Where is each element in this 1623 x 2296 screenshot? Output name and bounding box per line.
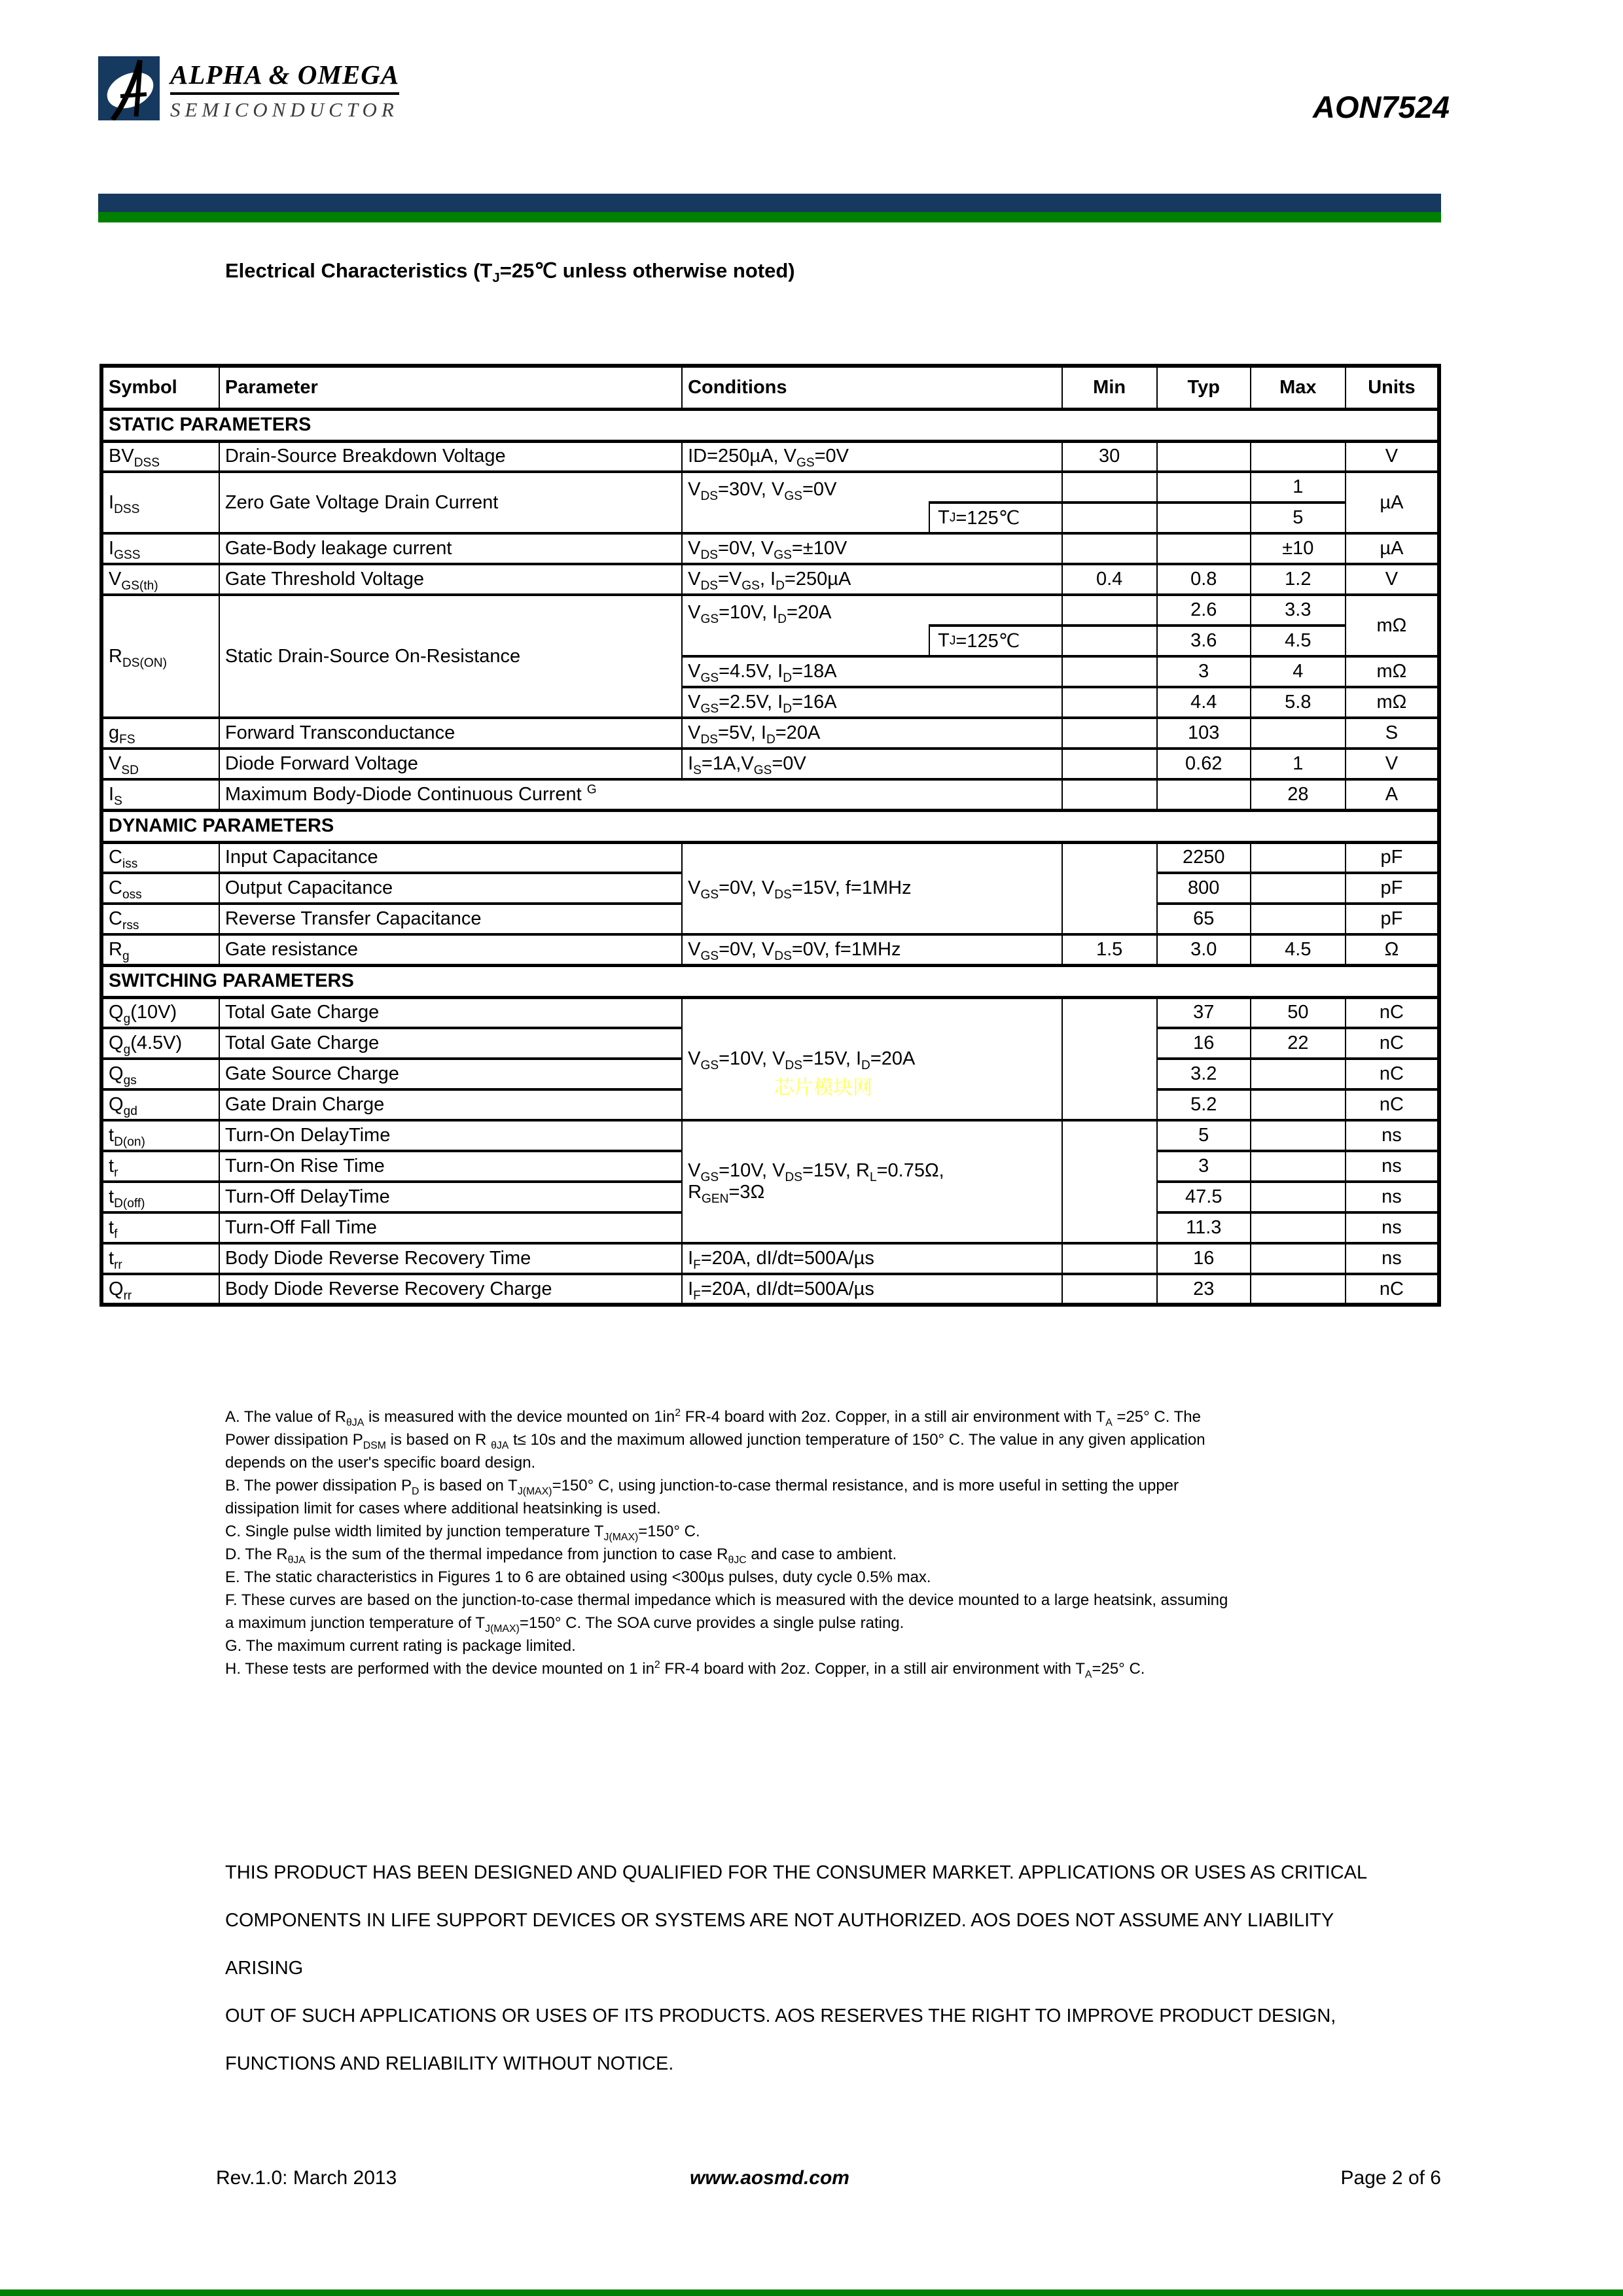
units-cell: S <box>1346 718 1439 749</box>
empty-cell <box>1062 1243 1157 1274</box>
typ-cell: 47.5 <box>1157 1182 1251 1212</box>
footnote-line: depends on the user's specific board design. <box>225 1454 536 1472</box>
max-cell: 3.3 <box>1251 595 1346 626</box>
col-symbol: Symbol <box>101 366 219 409</box>
parameter-cell: Input Capacitance <box>219 842 682 873</box>
row-vgsth <box>101 564 1439 595</box>
typ-cell: 800 <box>1157 873 1251 904</box>
parameter-cell: Forward Transconductance <box>219 718 682 749</box>
empty-cell <box>1062 626 1157 656</box>
empty-cell <box>1062 472 1157 503</box>
empty-cell <box>1251 1212 1346 1243</box>
parameter-cell: Gate Drain Charge <box>219 1089 682 1120</box>
units-cell: Ω <box>1346 934 1439 965</box>
typ-cell: 3.0 <box>1157 934 1251 965</box>
symbol-cell: $C_{rss}$ <box>101 904 219 934</box>
row-is <box>101 779 1439 810</box>
empty-cell <box>1157 779 1251 810</box>
max-cell: ±10 <box>1251 533 1346 564</box>
sub-condition-box: T J =125℃ <box>929 501 1061 532</box>
row-igss <box>101 533 1439 564</box>
conditions-cell: $V_{DS}=V_{GS}$, $I_D=250\mu A$ <box>682 564 1062 595</box>
empty-cell <box>1062 997 1157 1120</box>
empty-cell <box>1251 1243 1346 1274</box>
row-rdson-10v <box>101 595 1439 626</box>
parameter-cell: Turn-Off Fall Time <box>219 1212 682 1243</box>
typ-cell: 0.8 <box>1157 564 1251 595</box>
conditions-cell: $V_{DS}=0V$, $V_{GS}=\pm 10V$ <box>682 533 1062 564</box>
symbol-cell: $Q_{rr}$ <box>101 1274 219 1305</box>
parameter-cell: Turn-On Rise Time <box>219 1151 682 1182</box>
parameter-cell: Reverse Transfer Capacitance <box>219 904 682 934</box>
conditions-text: $V_{GS}=10V$, $V_{DS}=15V$, $I_D=20A$ <box>688 1048 916 1072</box>
symbol-cell: $t_r$ <box>101 1151 219 1182</box>
symbol-cell: $C_{oss}$ <box>101 873 219 904</box>
units-cell: mΩ <box>1346 656 1439 687</box>
parameter-cell: Output Capacitance <box>219 873 682 904</box>
typ-cell: 16 <box>1157 1243 1251 1274</box>
typ-cell: 3.6 <box>1157 626 1251 656</box>
typ-cell: 4.4 <box>1157 687 1251 718</box>
empty-cell <box>1251 904 1346 934</box>
empty-cell <box>1062 503 1157 533</box>
parameter-cell: Gate resistance <box>219 934 682 965</box>
parameter-cell: Maximum Body-Diode Continuous Current $^G$ <box>219 779 1062 810</box>
units-cell: pF <box>1346 873 1439 904</box>
units-cell: ns <box>1346 1212 1439 1243</box>
col-max: Max <box>1251 366 1346 409</box>
typ-cell: 11.3 <box>1157 1212 1251 1243</box>
row-tdon <box>101 1120 1439 1151</box>
disclaimer-line: FUNCTIONS AND RELIABILITY WITHOUT NOTICE. <box>225 2053 674 2074</box>
brand-block <box>170 59 399 122</box>
col-conditions: Conditions <box>682 366 1062 409</box>
conditions-text: $V_{GS}=10V$, $V_{DS}=15V$, $R_L=0.75\Omega$, <box>688 1160 944 1184</box>
page-title: Electrical Characteristics ($T_J=25℃$ unless otherwise noted) <box>225 259 795 286</box>
empty-cell <box>1157 472 1251 503</box>
typ-cell: 65 <box>1157 904 1251 934</box>
symbol-cell: $I_{GSS}$ <box>101 533 219 564</box>
symbol-cell: $R_g$ <box>101 934 219 965</box>
parameter-cell: Gate Source Charge <box>219 1059 682 1089</box>
symbol-cell: $t_{D(off)}$ <box>101 1182 219 1212</box>
units-cell: nC <box>1346 1089 1439 1120</box>
footnote-line: a maximum junction temperature of $T_{J(MAX)}=150^\circ$ C. The SOA curve provides a single pulse rating. <box>225 1614 904 1634</box>
symbol-cell: $Q_{gs}$ <box>101 1059 219 1089</box>
aos-logo-icon <box>98 56 160 120</box>
empty-cell <box>1251 1274 1346 1305</box>
row-gfs <box>101 718 1439 749</box>
empty-cell <box>1062 1274 1157 1305</box>
units-cell: V <box>1346 441 1439 472</box>
page-number: Page 2 of 6 <box>1340 2167 1441 2189</box>
col-min: Min <box>1062 366 1157 409</box>
footnote-line: A. The value of $R_{\theta JA}$ is measured with the device mounted on $1in^2$ FR-4 board with 2oz. Copper, in a still air environment with $T_A =25^\circ$ C. The <box>225 1407 1201 1428</box>
empty-cell <box>1251 1059 1346 1089</box>
units-cell: ns <box>1346 1120 1439 1151</box>
max-cell: 22 <box>1251 1028 1346 1059</box>
section-switching: SWITCHING PARAMETERS <box>101 965 1439 997</box>
empty-cell <box>1251 1120 1346 1151</box>
conditions-cell: ID=250µA, $V_{GS}=0V$ <box>682 441 1062 472</box>
divider-green-band <box>98 212 1441 222</box>
empty-cell <box>1251 441 1346 472</box>
max-cell: 4.5 <box>1251 626 1346 656</box>
empty-cell <box>1251 842 1346 873</box>
row-idss-a <box>101 472 1439 503</box>
electrical-characteristics-table <box>99 364 1441 1307</box>
typ-cell: 5.2 <box>1157 1089 1251 1120</box>
conditions-cell: $V_{GS}=4.5V$, $I_D=18A$ <box>682 656 1062 687</box>
units-cell: A <box>1346 779 1439 810</box>
min-cell: 30 <box>1062 441 1157 472</box>
parameter-cell: Turn-Off DelayTime <box>219 1182 682 1212</box>
symbol-cell: $t_{rr}$ <box>101 1243 219 1274</box>
units-cell: µA <box>1346 533 1439 564</box>
units-cell: pF <box>1346 842 1439 873</box>
conditions-text: $R_{GEN}=3\Omega$ <box>688 1182 765 1206</box>
conditions-text: $V_{DS}=30V$, $V_{GS}=0V$ <box>688 479 837 503</box>
row-bvdss <box>101 441 1439 472</box>
disclaimer-line: COMPONENTS IN LIFE SUPPORT DEVICES OR SYSTEMS ARE NOT AUTHORIZED. AOS DOES NOT ASSUME ANY LIABILITY ARISING <box>225 1910 1334 1979</box>
empty-cell <box>1157 533 1251 564</box>
header-divider-bar <box>98 194 1441 222</box>
row-ciss <box>101 842 1439 873</box>
max-cell: 50 <box>1251 997 1346 1028</box>
row-trr <box>101 1243 1439 1274</box>
max-cell: 1.2 <box>1251 564 1346 595</box>
conditions-cell <box>682 595 1062 656</box>
part-number: AON7524 <box>1313 90 1450 124</box>
units-cell: V <box>1346 564 1439 595</box>
typ-cell: 2.6 <box>1157 595 1251 626</box>
symbol-cell: $t_{D(on)}$ <box>101 1120 219 1151</box>
table-header-row <box>101 366 1439 409</box>
col-parameter: Parameter <box>219 366 682 409</box>
typ-cell: 3 <box>1157 1151 1251 1182</box>
disclaimer-line: OUT OF SUCH APPLICATIONS OR USES OF ITS PRODUCTS. AOS RESERVES THE RIGHT TO IMPROVE PRODUCT DESIGN, <box>225 2005 1336 2026</box>
max-cell: 5.8 <box>1251 687 1346 718</box>
col-units: Units <box>1346 366 1439 409</box>
symbol-cell: $V_{GS(th)}$ <box>101 564 219 595</box>
min-cell: 0.4 <box>1062 564 1157 595</box>
empty-cell <box>1062 533 1157 564</box>
parameter-cell: Diode Forward Voltage <box>219 749 682 779</box>
conditions-cell: $I_F=20A$, dI/dt=500A/µs <box>682 1243 1062 1274</box>
footnote-line: H. These tests are performed with the device mounted on 1 $in^2$ FR-4 board with 2oz. Copper, in a still air environment with $T_A=25^\circ$ C. <box>225 1659 1145 1680</box>
footnote-line: E. The static characteristics in Figures 1 to 6 are obtained using <300µs pulses, duty cycle 0.5% max. <box>225 1568 931 1586</box>
footnote-line: D. The $R_{\theta JA}$ is the sum of the thermal impedance from junction to case $R_{\theta JC}$ and case to ambient. <box>225 1545 897 1566</box>
parameter-cell: Total Gate Charge <box>219 997 682 1028</box>
empty-cell <box>1251 1151 1346 1182</box>
units-cell: nC <box>1346 1059 1439 1089</box>
units-cell: ns <box>1346 1243 1439 1274</box>
row-qrr <box>101 1274 1439 1305</box>
conditions-cell <box>682 1120 1062 1243</box>
parameter-cell: Gate Threshold Voltage <box>219 564 682 595</box>
symbol-cell: $t_f$ <box>101 1212 219 1243</box>
symbol-cell: $V_{SD}$ <box>101 749 219 779</box>
typ-cell: 3 <box>1157 656 1251 687</box>
empty-cell <box>1062 842 1157 934</box>
revision-text: Rev.1.0: March 2013 <box>216 2167 397 2189</box>
footnote-line: dissipation limit for cases where additional heatsinking is used. <box>225 1500 661 1517</box>
max-cell: 4.5 <box>1251 934 1346 965</box>
empty-cell <box>1157 441 1251 472</box>
max-cell: 5 <box>1251 503 1346 533</box>
empty-cell <box>1062 779 1157 810</box>
units-cell: ns <box>1346 1182 1439 1212</box>
parameter-cell: Static Drain-Source On-Resistance <box>219 595 682 718</box>
row-vsd <box>101 749 1439 779</box>
symbol-cell: $C_{iss}$ <box>101 842 219 873</box>
units-cell: mΩ <box>1346 595 1439 656</box>
empty-cell <box>1062 687 1157 718</box>
empty-cell <box>1157 503 1251 533</box>
empty-cell <box>1062 656 1157 687</box>
symbol-cell: $g_{FS}$ <box>101 718 219 749</box>
conditions-cell: $V_{GS}=0V$, $V_{DS}=15V$, f=1MHz <box>682 842 1062 934</box>
parameter-cell: Gate-Body leakage current <box>219 533 682 564</box>
max-cell: 4 <box>1251 656 1346 687</box>
empty-cell <box>1062 749 1157 779</box>
footnote-line: G. The maximum current rating is package limited. <box>225 1637 576 1655</box>
divider-navy-band <box>98 194 1441 212</box>
empty-cell <box>1251 1182 1346 1212</box>
typ-cell: 37 <box>1157 997 1251 1028</box>
units-cell: mΩ <box>1346 687 1439 718</box>
watermark-text: 芯片模块网 <box>774 1076 873 1099</box>
typ-cell: 16 <box>1157 1028 1251 1059</box>
footnote-line: B. The power dissipation $P_D$ is based on $T_{J(MAX)}=150^\circ$ C, using junction-to-case thermal resistance, and is more useful in setting the upper <box>225 1477 1179 1497</box>
max-cell: 28 <box>1251 779 1346 810</box>
units-cell: pF <box>1346 904 1439 934</box>
conditions-text: $V_{GS}=10V$, $I_D=20A$ <box>688 602 832 626</box>
sub-condition-box: T J =125℃ <box>929 624 1061 655</box>
conditions-cell: $I_S=1A,V_{GS}=0V$ <box>682 749 1062 779</box>
parameter-cell: Zero Gate Voltage Drain Current <box>219 472 682 533</box>
empty-cell <box>1062 1120 1157 1243</box>
units-cell: nC <box>1346 1028 1439 1059</box>
symbol-cell: $BV_{DSS}$ <box>101 441 219 472</box>
typ-cell: 3.2 <box>1157 1059 1251 1089</box>
conditions-cell: $V_{GS}=0V$, $V_{DS}=0V$, f=1MHz <box>682 934 1062 965</box>
footnote-line: C. Single pulse width limited by junction temperature $T_{J(MAX)}=150^\circ$ C. <box>225 1523 700 1543</box>
parameter-cell: Body Diode Reverse Recovery Charge <box>219 1274 682 1305</box>
parameter-cell: Total Gate Charge <box>219 1028 682 1059</box>
min-cell: 1.5 <box>1062 934 1157 965</box>
conditions-cell: $I_F=20A$, dI/dt=500A/µs <box>682 1274 1062 1305</box>
units-cell: nC <box>1346 1274 1439 1305</box>
footnote-line: F. These curves are based on the junction-to-case thermal impedance which is measured with the device mounted to a large heatsink, assuming <box>225 1591 1228 1609</box>
typ-cell: 5 <box>1157 1120 1251 1151</box>
footnote-line: Power dissipation $P_{DSM}$ is based on R $_{\theta JA}$ t≤ 10s and the maximum allowed junction temperature of 150° C. The value in any given application <box>225 1431 1205 1451</box>
symbol-cell: $Q_g(4.5V)$ <box>101 1028 219 1059</box>
max-cell: 1 <box>1251 749 1346 779</box>
parameter-cell: Body Diode Reverse Recovery Time <box>219 1243 682 1274</box>
conditions-cell: $V_{DS}=5V$, $I_D=20A$ <box>682 718 1062 749</box>
typ-cell: 23 <box>1157 1274 1251 1305</box>
empty-cell <box>1251 718 1346 749</box>
row-rg <box>101 934 1439 965</box>
disclaimer-line: THIS PRODUCT HAS BEEN DESIGNED AND QUALIFIED FOR THE CONSUMER MARKET. APPLICATIONS OR USES AS CRITICAL <box>225 1862 1368 1883</box>
units-cell: V <box>1346 749 1439 779</box>
parameter-cell: Turn-On DelayTime <box>219 1120 682 1151</box>
brand-name: ALPHA & OMEGA <box>170 59 399 95</box>
units-cell: µA <box>1346 472 1439 533</box>
conditions-cell: $V_{GS}=2.5V$, $I_D=16A$ <box>682 687 1062 718</box>
conditions-cell <box>682 472 1062 533</box>
symbol-cell: $Q_g(10V)$ <box>101 997 219 1028</box>
symbol-cell: $Q_{gd}$ <box>101 1089 219 1120</box>
conditions-cell <box>682 997 1062 1120</box>
empty-cell <box>1251 1089 1346 1120</box>
col-typ: Typ <box>1157 366 1251 409</box>
units-cell: nC <box>1346 997 1439 1028</box>
typ-cell: 103 <box>1157 718 1251 749</box>
empty-cell <box>1062 595 1157 626</box>
typ-cell: 2250 <box>1157 842 1251 873</box>
bottom-green-bar <box>0 2289 1623 2296</box>
section-dynamic: DYNAMIC PARAMETERS <box>101 810 1439 842</box>
section-static: STATIC PARAMETERS <box>101 409 1439 441</box>
empty-cell <box>1062 718 1157 749</box>
row-qg10 <box>101 997 1439 1028</box>
empty-cell <box>1251 873 1346 904</box>
footnotes-block <box>225 1405 1403 1680</box>
parameter-cell: Drain-Source Breakdown Voltage <box>219 441 682 472</box>
symbol-cell: $I_S$ <box>101 779 219 810</box>
website-text: www.aosmd.com <box>690 2167 849 2189</box>
max-cell: 1 <box>1251 472 1346 503</box>
units-cell: ns <box>1346 1151 1439 1182</box>
symbol-cell: $R_{DS(ON)}$ <box>101 595 219 718</box>
disclaimer-block <box>225 1849 1410 2088</box>
typ-cell: 0.62 <box>1157 749 1251 779</box>
brand-subtitle: SEMICONDUCTOR <box>170 98 399 121</box>
symbol-cell: $I_{DSS}$ <box>101 472 219 533</box>
